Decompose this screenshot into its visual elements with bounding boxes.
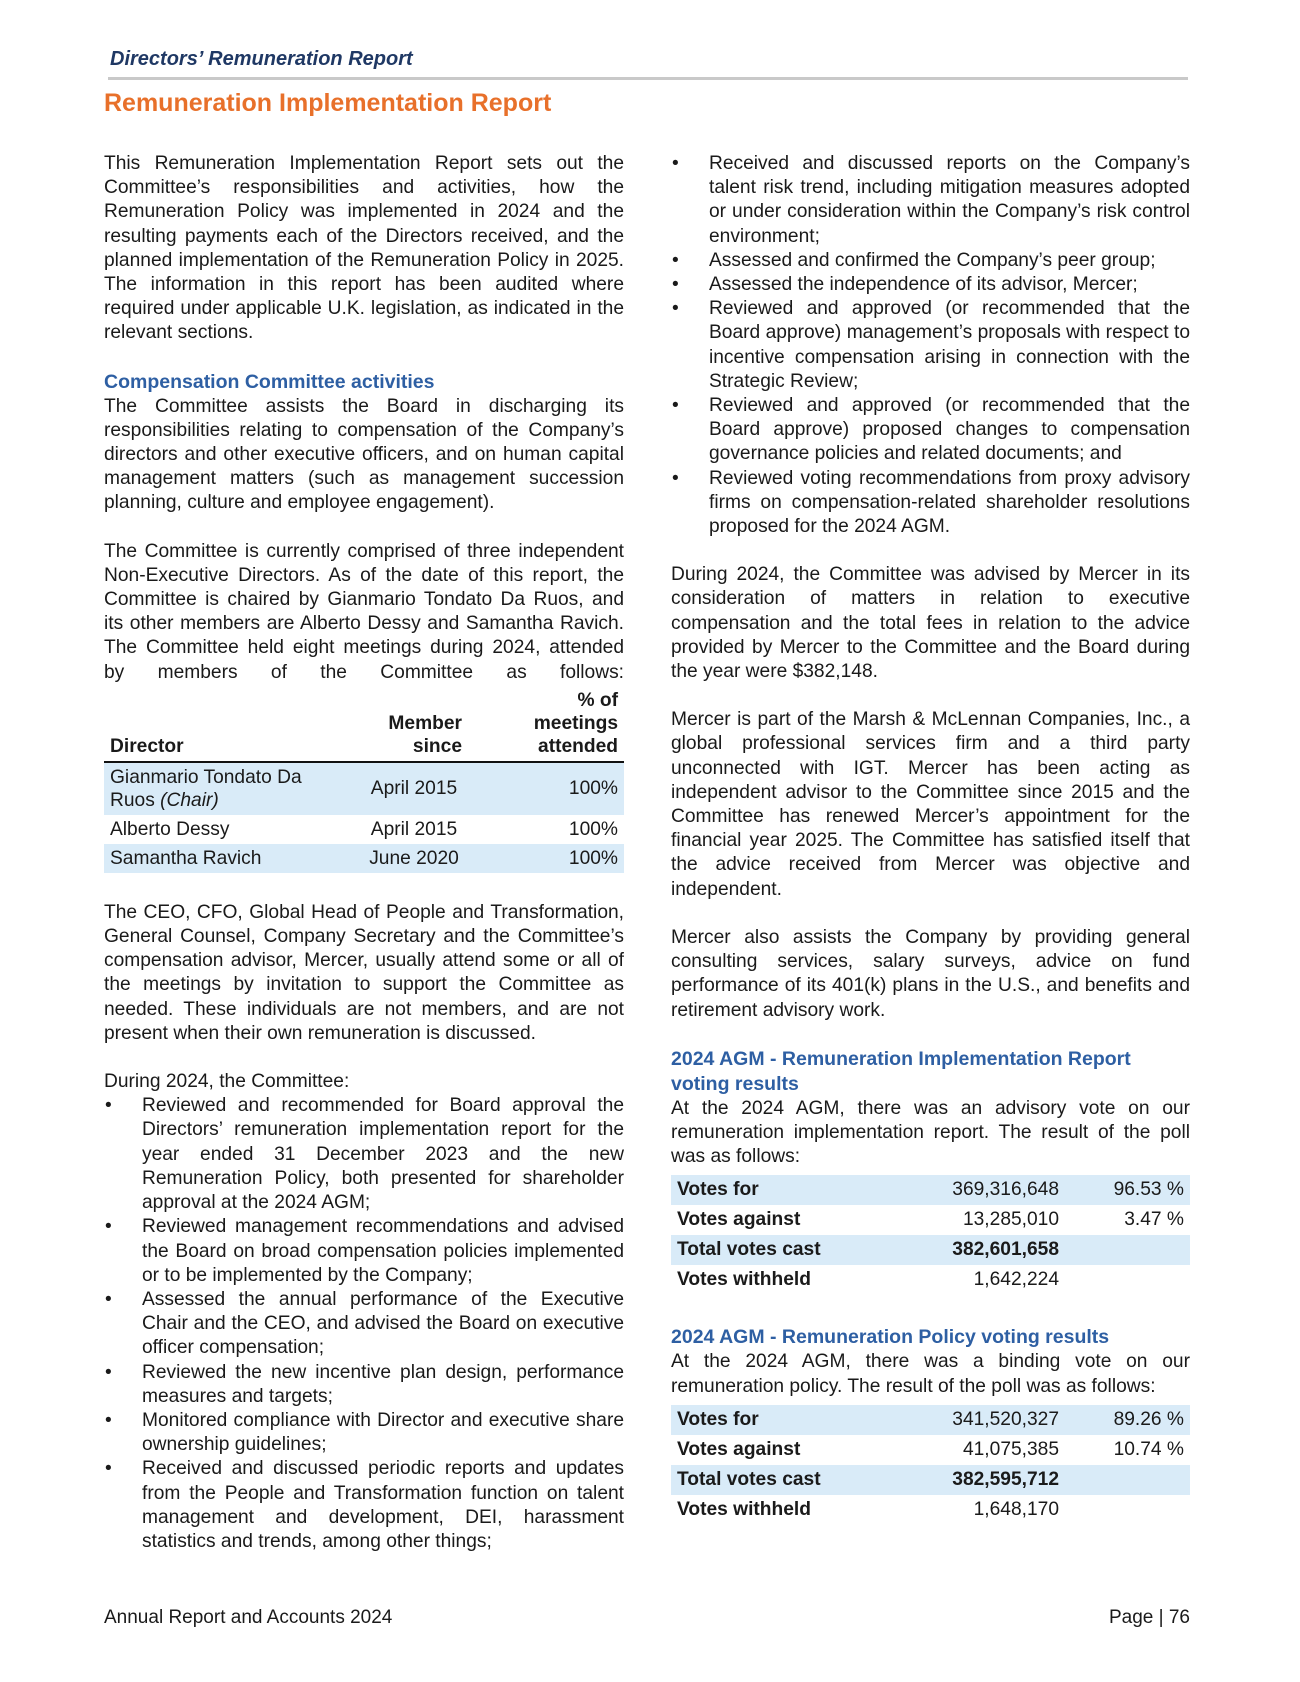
meetings-attended: 100%	[482, 844, 624, 873]
during-2024-intro: During 2024, the Committee:	[104, 1071, 350, 1093]
committee-activities-list-left	[104, 1094, 624, 1554]
vote-percent: 96.53 %	[1065, 1175, 1190, 1205]
activities-heading: Compensation Committee activities	[104, 370, 435, 393]
right-column	[671, 152, 1190, 1555]
list-item: • Reviewed and approved (or recommended that the Board approve) management’s proposals with respect to incentive compensation arising in connection with the Strategic Review;	[671, 297, 1190, 394]
table-row	[104, 762, 624, 815]
vote-label: Votes for	[671, 1405, 933, 1435]
meetings-attended: 100%	[568, 818, 618, 840]
list-item: • Monitored compliance with Director and executive share ownership guidelines;	[104, 1409, 624, 1457]
meetings-attended: 100%	[482, 762, 624, 815]
director-name: Gianmario Tondato Da Ruos (Chair)	[104, 762, 346, 815]
table-row	[671, 1235, 1190, 1265]
policy-vote-intro: At the 2024 AGM, there was a binding vote on our remuneration policy. The result of the poll was as follows:	[671, 1351, 1190, 1397]
vote-label: Votes for	[671, 1175, 933, 1205]
vote-label: Votes withheld	[677, 1498, 811, 1520]
list-item: • Assessed the independence of its advisor, Mercer;	[671, 273, 1190, 297]
table-header-row	[104, 687, 624, 762]
vote-percent	[1065, 1465, 1190, 1495]
table-row	[104, 844, 624, 873]
vote-count: 341,520,327	[933, 1405, 1065, 1435]
vote-count: 1,642,224	[973, 1269, 1059, 1291]
member-since: June 2020	[346, 844, 482, 873]
activities-paragraph: The Committee assists the Board in discharging its responsibilities relating to compensation of the Company’s directors and other executive officers, and on human capital management matters (such as management succession planning, culture and employee engagement).	[104, 395, 624, 514]
table-row	[104, 815, 624, 844]
member-since: April 2015	[370, 818, 458, 840]
vote-percent: 3.47 %	[1124, 1209, 1184, 1231]
footer-report-name: Annual Report and Accounts 2024	[104, 1607, 393, 1628]
implementation-vote-table	[671, 1175, 1190, 1295]
vote-count: 382,595,712	[933, 1465, 1065, 1495]
composition-paragraph: The Committee is currently comprised of three independent Non-Executive Directors. As of the date of this report, the Committee is chaired by Gianmario Tondato Da Ruos, and its other members are Alberto Dessy and Samantha Ravich. The Committee held eight meetings during 2024, attended by members of the Committee as follows:	[104, 540, 624, 683]
list-item: • Received and discussed periodic reports and updates from the People and Transformation function on talent management and development, DEI, harassment statistics and trends, among other things;	[104, 1457, 624, 1554]
vote-label: Total votes cast	[671, 1465, 933, 1495]
committee-attendance-table	[104, 687, 624, 873]
vote-label: Total votes cast	[671, 1235, 933, 1265]
list-item: • Received and discussed reports on the Company’s talent risk trend, including mitigation measures adopted or under consideration within the Company’s risk control environment;	[671, 152, 1190, 249]
table-row	[671, 1205, 1190, 1235]
vote-count: 41,075,385	[962, 1438, 1059, 1460]
table-row	[671, 1435, 1190, 1465]
vote-count: 1,648,170	[973, 1498, 1059, 1520]
footer-page-number: Page | 76	[1108, 1607, 1190, 1628]
member-since-column-header: Member since	[346, 687, 482, 762]
director-name: Alberto Dessy	[110, 818, 230, 840]
vote-percent	[1065, 1495, 1190, 1525]
mercer-services-paragraph: Mercer also assists the Company by providing general consulting services, salary surveys, advice on fund performance of its 401(k) plans in the U.S., and benefits and retirement advisory work.	[671, 926, 1190, 1021]
member-since: April 2015	[346, 762, 482, 815]
vote-label: Votes against	[677, 1209, 801, 1231]
left-column	[104, 152, 624, 1578]
attendees-paragraph: The CEO, CFO, Global Head of People and Transformation, General Counsel, Company Secretary and the Committee’s compensation advisor, Mercer, usually attend some or all of the meetings by invitation to support the Committee as needed. These individuals are not members, and are not present when their own remuneration is discussed.	[104, 901, 624, 1044]
policy-vote-table	[671, 1405, 1190, 1525]
table-row	[671, 1405, 1190, 1435]
vote-percent	[1065, 1265, 1190, 1295]
table-row	[671, 1495, 1190, 1525]
meetings-attended-column-header: % of meetings attended	[482, 687, 624, 762]
vote-count: 13,285,010	[962, 1209, 1059, 1231]
vote-percent: 89.26 %	[1065, 1405, 1190, 1435]
list-item: • Assessed the annual performance of the Executive Chair and the CEO, and advised the Board on executive officer compensation;	[104, 1288, 624, 1361]
list-item: • Reviewed and approved (or recommended that the Board approve) proposed changes to compensation governance policies and related documents; and	[671, 394, 1190, 467]
list-item: • Reviewed and recommended for Board approval the Directors’ remuneration implementation report for the year ended 31 December 2023 and the new Remuneration Policy, both presented for shareholder approval at the 2024 AGM;	[104, 1094, 624, 1215]
vote-percent	[1065, 1235, 1190, 1265]
table-row	[671, 1265, 1190, 1295]
vote-count: 369,316,648	[933, 1175, 1065, 1205]
implementation-vote-intro: At the 2024 AGM, there was an advisory vote on our remuneration implementation report. The result of the poll was as follows:	[671, 1097, 1190, 1168]
list-item: • Reviewed management recommendations and advised the Board on broad compensation policies implemented or to be implemented by the Company;	[104, 1215, 624, 1288]
committee-activities-list-right	[671, 152, 1190, 539]
policy-vote-heading: 2024 AGM - Remuneration Policy voting results	[671, 1326, 1110, 1349]
mercer-independence-paragraph: Mercer is part of the Marsh & McLennan Companies, Inc., a global professional services firm and a third party unconnected with IGT. Mercer has been acting as independent advisor to the Committee since 2015 and the Committee has renewed Mercer’s appointment for the financial year 2025. The Committee has satisfied itself that the advice received from Mercer was objective and independent.	[671, 709, 1190, 900]
vote-percent: 10.74 %	[1113, 1438, 1184, 1460]
implementation-vote-heading: 2024 AGM - Remuneration Implementation Report voting results	[671, 1047, 1131, 1095]
list-item: • Reviewed voting recommendations from proxy advisory firms on compensation-related shareholder resolutions proposed for the 2024 AGM.	[671, 467, 1190, 540]
director-name: Samantha Ravich	[104, 844, 346, 873]
vote-label: Votes withheld	[677, 1269, 811, 1291]
director-column-header: Director	[104, 687, 346, 762]
table-row	[671, 1465, 1190, 1495]
section-header: Directors’ Remuneration Report	[110, 48, 413, 70]
vote-count: 382,601,658	[933, 1235, 1065, 1265]
intro-paragraph: This Remuneration Implementation Report sets out the Committee’s responsibilities and activities, how the Remuneration Policy was implemented in 2024 and the resulting payments each of the Directors received, and the planned implementation of the Remuneration Policy in 2025. The information in this report has been audited where required under applicable U.K. legislation, as indicated in the relevant sections.	[104, 153, 624, 344]
page-title: Remuneration Implementation Report	[104, 89, 552, 117]
mercer-fees-paragraph: During 2024, the Committee was advised by Mercer in its consideration of matters in relation to executive compensation and the total fees in relation to the advice provided by Mercer to the Committee and the Board during the year were $382,148.	[671, 564, 1190, 683]
vote-label: Votes against	[677, 1438, 801, 1460]
list-item: • Assessed and confirmed the Company’s peer group;	[671, 249, 1190, 273]
table-row	[671, 1175, 1190, 1205]
header-divider	[108, 77, 1188, 80]
list-item: • Reviewed the new incentive plan design, performance measures and targets;	[104, 1361, 624, 1409]
